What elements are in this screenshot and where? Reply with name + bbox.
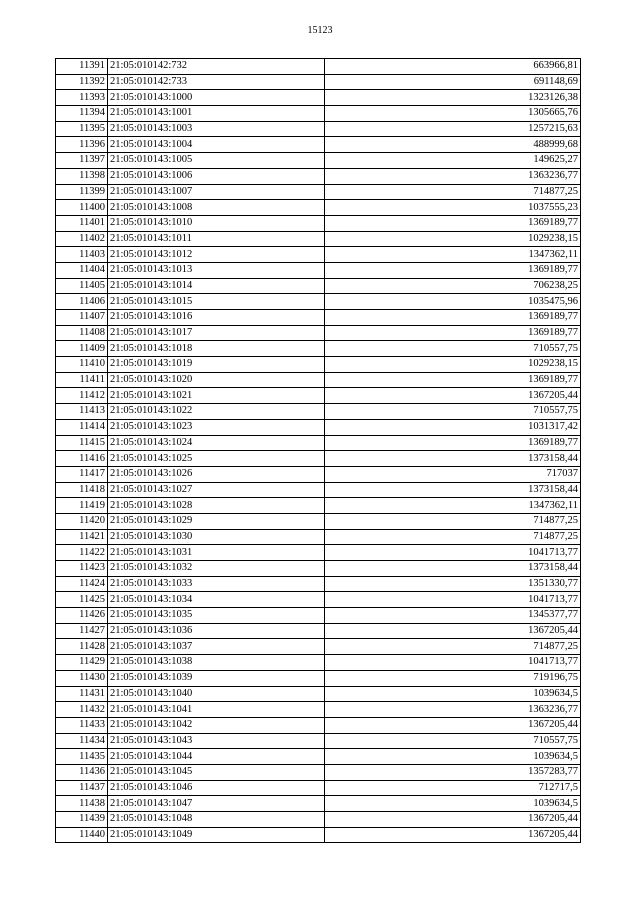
cadastral-number-cell: 21:05:010143:1011 [108,231,325,247]
cadastral-value-cell: 1369189,77 [325,310,581,326]
cadastral-value-cell: 1041713,77 [325,655,581,671]
table-row [56,247,581,263]
cadastral-number-cell: 21:05:010143:1005 [108,153,325,169]
table-row [56,545,581,561]
row-number-cell: 11416 [56,451,108,467]
cadastral-value-cell: 1035475,96 [325,294,581,310]
cadastral-number-cell: 21:05:010143:1017 [108,325,325,341]
row-number-cell: 11404 [56,262,108,278]
cadastral-value-cell: 710557,75 [325,341,581,357]
table-row [56,623,581,639]
cadastral-number-cell: 21:05:010143:1042 [108,717,325,733]
cadastral-number-cell: 21:05:010143:1015 [108,294,325,310]
cadastral-number-cell: 21:05:010143:1024 [108,435,325,451]
row-number-cell: 11430 [56,670,108,686]
cadastral-value-table [55,58,581,843]
table-row [56,106,581,122]
table-row [56,764,581,780]
cadastral-value-cell: 1039634,5 [325,796,581,812]
row-number-cell: 11406 [56,294,108,310]
table-row [56,325,581,341]
table-body [56,59,581,843]
cadastral-value-cell: 1367205,44 [325,717,581,733]
table-row [56,733,581,749]
row-number-cell: 11424 [56,576,108,592]
cadastral-value-cell: 1369189,77 [325,435,581,451]
row-number-cell: 11405 [56,278,108,294]
table-row [56,215,581,231]
cadastral-value-cell: 1369189,77 [325,262,581,278]
row-number-cell: 11403 [56,247,108,263]
row-number-cell: 11413 [56,404,108,420]
row-number-cell: 11394 [56,106,108,122]
row-number-cell: 11418 [56,482,108,498]
row-number-cell: 11391 [56,59,108,75]
cadastral-value-cell: 1029238,15 [325,357,581,373]
cadastral-value-cell: 712717,5 [325,780,581,796]
row-number-cell: 11423 [56,561,108,577]
table-row [56,357,581,373]
cadastral-number-cell: 21:05:010143:1029 [108,513,325,529]
table-row [56,482,581,498]
row-number-cell: 11399 [56,184,108,200]
cadastral-value-cell: 714877,25 [325,513,581,529]
cadastral-value-cell: 1369189,77 [325,215,581,231]
table-row [56,812,581,828]
row-number-cell: 11420 [56,513,108,529]
row-number-cell: 11434 [56,733,108,749]
cadastral-number-cell: 21:05:010143:1049 [108,827,325,843]
cadastral-value-cell: 1357283,77 [325,764,581,780]
cadastral-number-cell: 21:05:010143:1000 [108,90,325,106]
table-row [56,404,581,420]
table-row [56,513,581,529]
cadastral-number-cell: 21:05:010143:1010 [108,215,325,231]
row-number-cell: 11427 [56,623,108,639]
cadastral-number-cell: 21:05:010143:1035 [108,608,325,624]
table-row [56,200,581,216]
table-row [56,121,581,137]
table-row [56,341,581,357]
cadastral-number-cell: 21:05:010143:1006 [108,168,325,184]
cadastral-value-cell: 1029238,15 [325,231,581,247]
table-row [56,74,581,90]
cadastral-number-cell: 21:05:010143:1030 [108,529,325,545]
cadastral-number-cell: 21:05:010143:1034 [108,592,325,608]
row-number-cell: 11432 [56,702,108,718]
table-row [56,827,581,843]
cadastral-number-cell: 21:05:010143:1048 [108,812,325,828]
row-number-cell: 11431 [56,686,108,702]
row-number-cell: 11439 [56,812,108,828]
cadastral-value-cell: 710557,75 [325,733,581,749]
cadastral-value-cell: 488999,68 [325,137,581,153]
cadastral-number-cell: 21:05:010143:1007 [108,184,325,200]
cadastral-number-cell: 21:05:010143:1008 [108,200,325,216]
cadastral-number-cell: 21:05:010143:1032 [108,561,325,577]
cadastral-number-cell: 21:05:010143:1004 [108,137,325,153]
row-number-cell: 11397 [56,153,108,169]
table-row [56,90,581,106]
table-row [56,576,581,592]
cadastral-value-cell: 691148,69 [325,74,581,90]
cadastral-value-cell: 719196,75 [325,670,581,686]
cadastral-value-cell: 706238,25 [325,278,581,294]
cadastral-value-cell: 1345377,77 [325,608,581,624]
row-number-cell: 11440 [56,827,108,843]
cadastral-value-cell: 714877,25 [325,184,581,200]
cadastral-value-cell: 1039634,5 [325,749,581,765]
table-row [56,466,581,482]
table-row [56,451,581,467]
cadastral-value-cell: 1367205,44 [325,812,581,828]
row-number-cell: 11393 [56,90,108,106]
cadastral-value-cell: 717037 [325,466,581,482]
cadastral-number-cell: 21:05:010143:1022 [108,404,325,420]
table-row [56,153,581,169]
cadastral-value-cell: 710557,75 [325,404,581,420]
cadastral-value-cell: 149625,27 [325,153,581,169]
cadastral-number-cell: 21:05:010143:1003 [108,121,325,137]
row-number-cell: 11408 [56,325,108,341]
cadastral-number-cell: 21:05:010143:1039 [108,670,325,686]
cadastral-number-cell: 21:05:010143:1040 [108,686,325,702]
cadastral-value-cell: 1367205,44 [325,388,581,404]
row-number-cell: 11428 [56,639,108,655]
cadastral-number-cell: 21:05:010143:1047 [108,796,325,812]
cadastral-value-cell: 1351330,77 [325,576,581,592]
table-row [56,639,581,655]
table-row [56,686,581,702]
row-number-cell: 11395 [56,121,108,137]
row-number-cell: 11407 [56,310,108,326]
cadastral-value-cell: 1363236,77 [325,168,581,184]
table-row [56,529,581,545]
table-row [56,498,581,514]
cadastral-number-cell: 21:05:010143:1044 [108,749,325,765]
row-number-cell: 11398 [56,168,108,184]
table-row [56,561,581,577]
cadastral-value-cell: 714877,25 [325,639,581,655]
table-row [56,655,581,671]
table-row [56,372,581,388]
cadastral-value-cell: 1367205,44 [325,827,581,843]
cadastral-value-cell: 1373158,44 [325,451,581,467]
row-number-cell: 11419 [56,498,108,514]
cadastral-number-cell: 21:05:010143:1026 [108,466,325,482]
table-row [56,59,581,75]
table-row [56,419,581,435]
table-row [56,435,581,451]
cadastral-number-cell: 21:05:010143:1028 [108,498,325,514]
cadastral-number-cell: 21:05:010143:1013 [108,262,325,278]
cadastral-number-cell: 21:05:010143:1014 [108,278,325,294]
page-number: 15123 [307,25,333,36]
row-number-cell: 11392 [56,74,108,90]
table-row [56,670,581,686]
table-row [56,749,581,765]
row-number-cell: 11415 [56,435,108,451]
cadastral-number-cell: 21:05:010143:1001 [108,106,325,122]
row-number-cell: 11401 [56,215,108,231]
cadastral-value-cell: 1041713,77 [325,592,581,608]
cadastral-value-cell: 714877,25 [325,529,581,545]
row-number-cell: 11412 [56,388,108,404]
cadastral-number-cell: 21:05:010142:732 [108,59,325,75]
cadastral-number-cell: 21:05:010143:1018 [108,341,325,357]
row-number-cell: 11436 [56,764,108,780]
table-row [56,780,581,796]
table-row [56,310,581,326]
cadastral-number-cell: 21:05:010143:1045 [108,764,325,780]
row-number-cell: 11422 [56,545,108,561]
table-row [56,184,581,200]
row-number-cell: 11429 [56,655,108,671]
cadastral-number-cell: 21:05:010143:1031 [108,545,325,561]
row-number-cell: 11409 [56,341,108,357]
cadastral-value-cell: 1323126,38 [325,90,581,106]
cadastral-number-cell: 21:05:010143:1036 [108,623,325,639]
cadastral-number-cell: 21:05:010143:1043 [108,733,325,749]
cadastral-value-cell: 1367205,44 [325,623,581,639]
cadastral-value-cell: 1347362,11 [325,247,581,263]
row-number-cell: 11437 [56,780,108,796]
table-row [56,608,581,624]
cadastral-number-cell: 21:05:010143:1023 [108,419,325,435]
table-row [56,702,581,718]
cadastral-value-cell: 1373158,44 [325,561,581,577]
cadastral-value-cell: 1257215,63 [325,121,581,137]
cadastral-number-cell: 21:05:010143:1020 [108,372,325,388]
table-row [56,796,581,812]
cadastral-number-cell: 21:05:010143:1046 [108,780,325,796]
row-number-cell: 11402 [56,231,108,247]
cadastral-value-cell: 1037555,23 [325,200,581,216]
cadastral-value-cell: 1373158,44 [325,482,581,498]
table-row [56,262,581,278]
table-row [56,717,581,733]
table-row [56,592,581,608]
row-number-cell: 11410 [56,357,108,373]
cadastral-value-cell: 1031317,42 [325,419,581,435]
table-row [56,278,581,294]
row-number-cell: 11435 [56,749,108,765]
row-number-cell: 11396 [56,137,108,153]
row-number-cell: 11425 [56,592,108,608]
table-row [56,168,581,184]
cadastral-value-cell: 1369189,77 [325,325,581,341]
row-number-cell: 11400 [56,200,108,216]
cadastral-number-cell: 21:05:010143:1016 [108,310,325,326]
cadastral-value-cell: 1041713,77 [325,545,581,561]
cadastral-value-cell: 1363236,77 [325,702,581,718]
cadastral-value-cell: 1039634,5 [325,686,581,702]
cadastral-number-cell: 21:05:010143:1012 [108,247,325,263]
cadastral-number-cell: 21:05:010143:1037 [108,639,325,655]
cadastral-number-cell: 21:05:010143:1025 [108,451,325,467]
cadastral-number-cell: 21:05:010143:1033 [108,576,325,592]
cadastral-value-cell: 1305665,76 [325,106,581,122]
cadastral-value-cell: 663966,81 [325,59,581,75]
row-number-cell: 11433 [56,717,108,733]
row-number-cell: 11417 [56,466,108,482]
row-number-cell: 11411 [56,372,108,388]
cadastral-number-cell: 21:05:010143:1038 [108,655,325,671]
table-row [56,294,581,310]
row-number-cell: 11414 [56,419,108,435]
cadastral-value-cell: 1369189,77 [325,372,581,388]
table-row [56,388,581,404]
table-row [56,137,581,153]
cadastral-number-cell: 21:05:010143:1021 [108,388,325,404]
cadastral-number-cell: 21:05:010143:1019 [108,357,325,373]
row-number-cell: 11421 [56,529,108,545]
table-row [56,231,581,247]
cadastral-number-cell: 21:05:010143:1027 [108,482,325,498]
row-number-cell: 11438 [56,796,108,812]
cadastral-number-cell: 21:05:010142:733 [108,74,325,90]
row-number-cell: 11426 [56,608,108,624]
cadastral-value-cell: 1347362,11 [325,498,581,514]
cadastral-number-cell: 21:05:010143:1041 [108,702,325,718]
